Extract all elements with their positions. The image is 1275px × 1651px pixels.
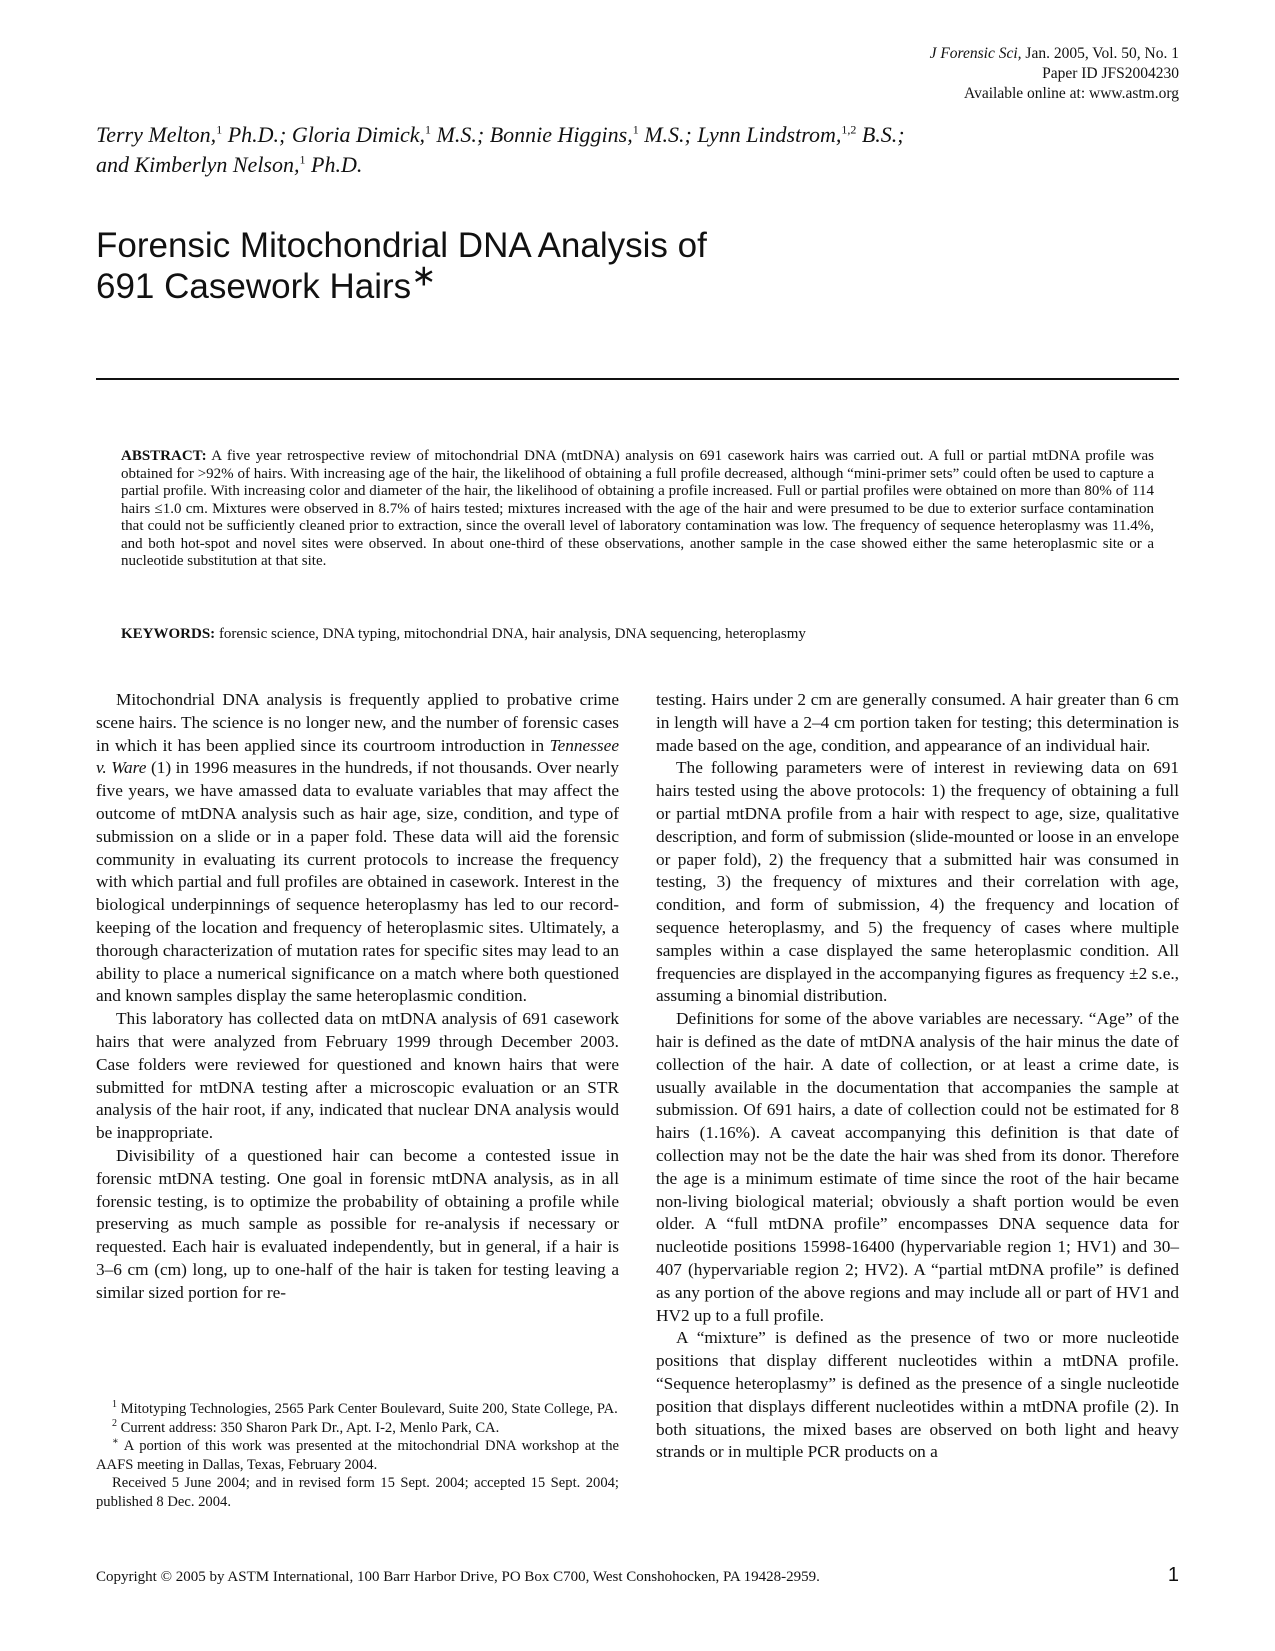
footnote: ∗ A portion of this work was presented at the mitochondrial DNA workshop at the AAFS meeting in Dallas, Texas, February 2004.: [96, 1436, 619, 1473]
title-footnote-marker: ∗: [411, 259, 437, 293]
author-list: [96, 120, 1176, 180]
page-number: 1: [1167, 1564, 1179, 1586]
body-paragraph: testing. Hairs under 2 cm are generally consumed. A hair greater than 6 cm in length will have a 2–4 cm portion taken for testing; this determination is made based on the age, condition, and appearance of an individual hair.: [656, 690, 1179, 755]
abstract-text: A five year retrospective review of mitochondrial DNA (mtDNA) analysis on 691 casework hairs was carried out. A full or partial mtDNA profile was obtained for >92% of hairs. With increasing age of the hair, the likelihood of obtaining a full profile decreased, although “mini-primer sets” could often be used to capture a partial profile. With increasing color and diameter of the hair, the likelihood of obtaining a profile increased. Full or partial profiles were obtained on more than 80% of 114 hairs ≤1.0 cm. Mixtures were observed in 8.7% of hairs tested; mixtures increased with the age of the hair and were presumed to be due to exterior surface contamination that could not be sufficiently cleaned prior to extraction, since the overall level of laboratory contamination was low. The frequency of sequence heteroplasmy was 11.4%, and both hot-spot and novel sites were observed. In about one-third of these observations, another sample in the case showed either the same heteroplasmic site or a nucleotide substitution at that site.: [121, 448, 1154, 569]
body-column-right: [656, 689, 1179, 1464]
body-paragraph: Mitochondrial DNA analysis is frequently applied to probative crime scene hairs. The science is no longer new, and the number of forensic cases in which it has been applied since its courtroom introduction in Tennessee v. Ware (1) in 1996 measures in the hundreds, if not thousands. Over nearly five years, we have amassed data to evaluate variables that may affect the outcome of mtDNA analysis such as hair age, size, condition, and type of submission on a slide or in a paper fold. These data will aid the forensic community in evaluating its current protocols to increase the frequency with which partial and full profiles are obtained in casework. Interest in the biological underpinnings of sequence heteroplasmy has led to our record-keeping of the location and frequency of heteroplasmic sites. Ultimately, a thorough characterization of mutation rates for specific sites may lead to an ability to place a numerical significance on a match where both questioned and known samples display the same heteroplasmic condition.: [96, 690, 619, 1006]
body-paragraph: Definitions for some of the above variables are necessary. “Age” of the hair is defined as the date of mtDNA analysis of the hair minus the date of collection of the hair. A date of collection, or at least a crime date, is usually available in the documentation that accompanies the sample at submission. Of 691 hairs, a date of collection could not be estimated for 8 hairs (1.16%). A caveat accompanying this definition is that date of collection may not be the date the hair was shed from its donor. Therefore the age is a minimum estimate of time since the root of the hair became non-living biological material; obviously a shaft portion would be even older. A “full mtDNA profile” encompasses DNA sequence data for nucleotide positions 15998-16400 (hypervariable region 1; HV1) and 30–407 (hypervariable region 2; HV2). A “partial mtDNA profile” is defined as any portion of the above regions and may include all or part of HV1 and HV2 up to a full profile.: [656, 1009, 1179, 1325]
abstract: [121, 448, 1154, 571]
title-divider: [96, 378, 1179, 380]
keywords-text: forensic science, DNA typing, mitochondrial DNA, hair analysis, DNA sequencing, heteroplasmy: [218, 626, 806, 642]
body-paragraph: The following parameters were of interest in reviewing data on 691 hairs tested using the above protocols: 1) the frequency of obtaining a full or partial mtDNA profile from a hair with respect to age, size, qualitative description, and form of submission (slide-mounted or loose in an envelope or paper fold), 2) the frequency that a submitted hair was consumed in testing, 3) the frequency of mixtures and their correlation with age, condition, and form of submission, 4) the frequency and location of sequence heteroplasmy, and 5) the frequency of cases where multiple samples within a case displayed the same heteroplasmic condition. All frequencies are displayed in the accompanying figures as frequency ±2 s.e., assuming a binomial distribution.: [656, 758, 1179, 1006]
keywords-label: KEYWORDS:: [121, 626, 216, 642]
journal-citation: [930, 44, 1179, 64]
author: Bonnie Higgins,$^1$ M.S.;: [489, 122, 692, 147]
journal-issue: Jan. 2005, Vol. 50, No. 1: [1025, 45, 1179, 62]
keywords: [121, 625, 1154, 643]
author: and Kimberlyn Nelson,$^1$ Ph.D.: [96, 152, 363, 177]
body-column-left: [96, 689, 619, 1305]
abstract-label: ABSTRACT:: [121, 448, 207, 464]
author: Lynn Lindstrom,$^{1,2}$ B.S.;: [697, 122, 905, 147]
body-paragraph: This laboratory has collected data on mtDNA analysis of 691 casework hairs that were analyzed from February 1999 through December 2003. Case folders were reviewed for questioned and known hairs that were submitted for mtDNA testing after a microscopic evaluation or an STR analysis of the hair root, if any, indicated that nuclear DNA analysis would be inappropriate.: [96, 1009, 619, 1143]
paper-title: [96, 225, 996, 307]
online-availability: Available online at: www.astm.org: [964, 85, 1179, 102]
paper-id: Paper ID JFS2004230: [1042, 65, 1179, 82]
author: Gloria Dimick,$^1$ M.S.;: [291, 122, 485, 147]
copyright-notice: Copyright © 2005 by ASTM International, 100 Barr Harbor Drive, PO Box C700, West Conshohocken, PA 19428-2959.: [96, 1569, 820, 1585]
case-citation: Tennessee v. Ware: [96, 735, 619, 778]
received-dates: Received 5 June 2004; and in revised form 15 Sept. 2004; accepted 15 Sept. 2004; published 8 Dec. 2004.: [96, 1475, 619, 1510]
footnotes: [96, 1400, 619, 1512]
author: Terry Melton,$^1$ Ph.D.;: [96, 122, 287, 147]
title-line-2: 691 Casework Hairs∗: [96, 259, 437, 306]
footnote: $^2$ Current address: 350 Sharon Park Dr., Apt. I-2, Menlo Park, CA.: [112, 1417, 500, 1436]
journal-name: J Forensic Sci,: [929, 45, 1022, 62]
title-line-1: Forensic Mitochondrial DNA Analysis of: [96, 226, 707, 265]
body-paragraph: A “mixture” is defined as the presence of two or more nucleotide positions that display different nucleotides within a mtDNA profile. “Sequence heteroplasmy” is defined as the presence of a single nucleotide position that displays different nucleotides within a mtDNA profile (2). In both situations, the mixed bases are observed on both light and heavy strands or in multiple PCR products on a: [656, 1328, 1179, 1462]
body-paragraph: Divisibility of a questioned hair can become a contested issue in forensic mtDNA testing. One goal in forensic mtDNA analysis, as in all forensic testing, is to optimize the probability of obtaining a profile while preserving as much sample as possible for re-analysis if necessary or requested. Each hair is evaluated independently, but in general, if a hair is 3–6 cm (cm) long, up to one-half of the hair is taken for testing leaving a similar sized portion for re-: [96, 1145, 619, 1302]
footnote: $^1$ Mitotyping Technologies, 2565 Park Center Boulevard, Suite 200, State College, PA.: [112, 1399, 618, 1417]
journal-meta: [930, 44, 1179, 104]
